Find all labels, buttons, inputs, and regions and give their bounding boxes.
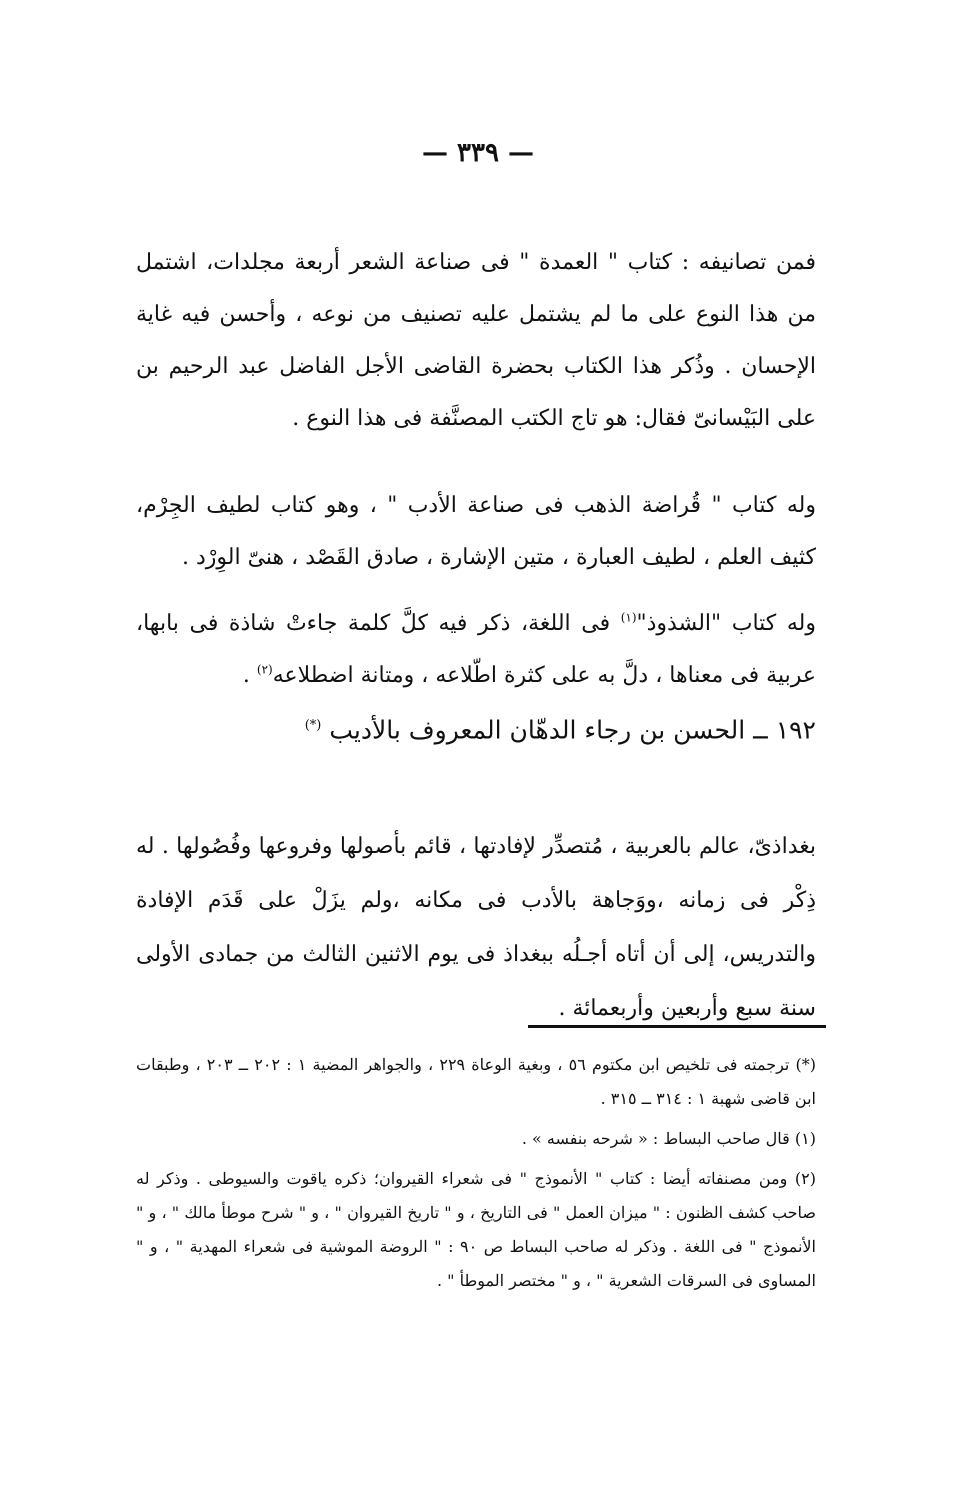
footnote-ref-star: (*) [304, 718, 322, 733]
paragraph-shudhudh-part1: وله كتاب "الشذوذ" [636, 611, 816, 636]
footnotes-section [136, 1048, 816, 1304]
page-number: — ٣٣٩ — [421, 138, 535, 168]
footnote-divider [528, 1025, 826, 1028]
footnote-1: (١) قال صاحب البساط : « شرحه بنفسه » . [521, 1129, 816, 1148]
paragraph-shudhudh-part2: فى اللغة، ذكر فيه كلَّ كلمة جاءتْ شاذة فى بابها، عربية فى معناها ، دلَّ به على كثرة اطّلاعه ، ومتانة اضطلاعه [136, 611, 816, 688]
paragraph-shudhudh-part3: . [242, 663, 257, 688]
footnote-2: (٢) ومن مصنفاته أيضا : كتاب " الأنموذج " فى شعراء القيروان؛ ذكره ياقوت والسيوطى . وذكر له صاحب كشف الظنون : " ميزان العمل " فى التاريخ ، و " تاريخ القيروان " ، و " شرح موطأ مالك " ، و " الأنموذج " فى اللغة . وذكر له صاحب البساط ص ٩٠ : " الروضة الموشية فى شعراء المهدية " ، و " المساوى فى السرقات الشعرية " ، و " مختصر الموطأ " . [136, 1169, 816, 1290]
paragraph-biography: بغداذىّ، عالم بالعربية ، مُتصدِّر لإفادتها ، قائم بأصولها وفروعها وفُصُولها . له ذِكْر فى زمانه ،ووَجاهة بالأدب فى مكانه ،ولم يزَلْ على قَدَم الإفادة والتدريس، إلى أن أتاه أجـلُه ببغداذ فى يوم الاثنين الثالث من جمادى الأولى سنة سبع وأربعين وأربعمائة . [136, 834, 816, 1021]
paragraph-qurada: وله كتاب " قُراضة الذهب فى صناعة الأدب " ، وهو كتاب لطيف الجِرْم، كثيف العلم ، لطيف العبارة ، متين الإشارة ، صادق القَصْد ، هنىّ الوِرْد . [136, 493, 816, 570]
entry-heading-text: ١٩٢ ــ الحسن بن رجاء الدهّان المعروف بالأديب [329, 715, 816, 745]
biography-entry-heading [136, 706, 816, 750]
footnote-star: (*) ترجمته فى تلخيص ابن مكتوم ٥٦ ، وبغية الوعاة ٢٢٩ ، والجواهر المضية ١ : ٢٠٢ ــ ٢٠٣ ، وطبقات ابن قاضى شهبة ١ : ٣١٤ ــ ٣١٥ . [136, 1055, 817, 1108]
footnote-ref-1: (١) [620, 610, 637, 625]
paragraph-works-umda: فمن تصانيفه : كتاب " العمدة " فى صناعة الشعر أربعة مجلدات، اشتمل من هذا النوع على ما لم يشتمل عليه تصنيف من نوعه ، وأحسن فيه غاية الإحسان . وذُكر هذا الكتاب بحضرة القاضى الأجل الفاضل عبد الرحيم بن على البَيْسانىّ فقال: هو تاج الكتب المصنَّفة فى هذا النوع . [136, 250, 816, 431]
paragraph-shudhudh [136, 598, 816, 702]
footnote-ref-2: (٢) [256, 662, 273, 677]
